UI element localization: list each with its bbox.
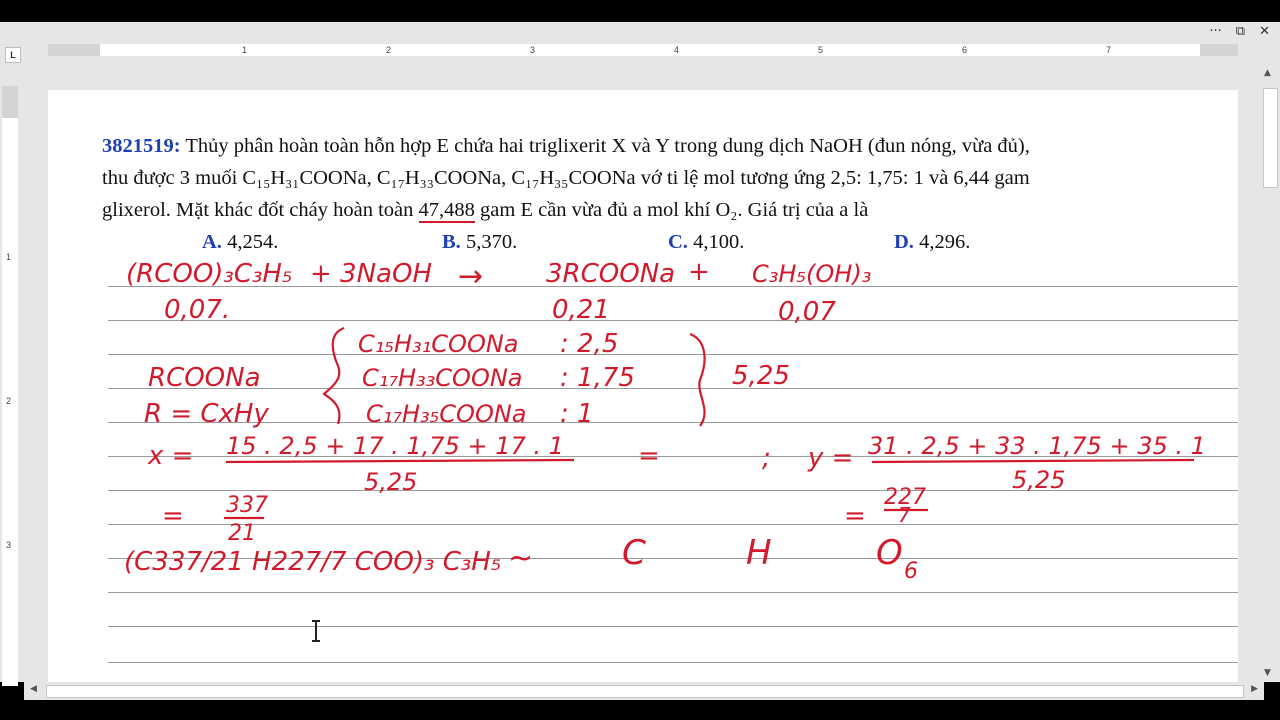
window-controls [1209,24,1270,39]
horizontal-ruler[interactable] [48,44,1238,56]
hw-y-res-eq: = [844,501,866,531]
scroll-left-icon[interactable]: ◀ [30,684,37,694]
hw-o-sub: 6 [904,559,918,584]
question-text-3c: gam E cần vừa đủ a mol khí O₂. Giá trị của a là [474,199,869,221]
hw-o-label: O [876,533,903,573]
hw-x-eq: = [638,441,660,471]
hw-r-label: R = CxHy [144,399,269,429]
question-id: 3821519: [102,135,181,157]
horizontal-scrollbar[interactable] [24,682,1264,700]
ruler-number: 4 [674,45,680,55]
question-text-3a: glixerol. Mặt khác đốt cháy hoàn toàn [102,199,419,221]
hw-arrow: → [458,259,484,294]
hw-y-den: 5,25 [1012,466,1066,494]
ruler-top-margin [2,86,18,118]
ruler-left-margin [48,44,100,56]
hw-right-brace [690,334,705,426]
ruler-number: 6 [962,45,968,55]
ruler-number: 2 [386,45,392,55]
underlined-mass: 47,488 [418,199,475,221]
hw-ratio1: : 2,5 [560,329,619,359]
ruler-number: 7 [1106,45,1112,55]
hw-y-label: y = [808,443,854,473]
hw-salt1: C₁₅H₃₁COONa [358,330,519,358]
hw-eq-plus: + 3NaOH [310,259,432,289]
hw-x-den: 5,25 [364,468,418,496]
horizontal-scroll-thumb[interactable] [46,685,1244,698]
window-bottom-bar [0,700,1280,720]
more-options-button[interactable]: ··· [1209,24,1222,39]
hw-mol-rhs1: 0,21 [552,295,610,325]
hw-h-label: H [746,533,772,573]
question-text-1: Thủy phân hoàn toàn hỗn hợp E chứa hai triglixerit X và Y trong dung dịch NaOH (đun nóng, vừa đủ), [185,135,1030,157]
hw-eq-plus2: + [688,257,710,287]
hw-eq-rhs1: 3RCOONa [546,259,676,289]
ruler-number: 1 [242,45,248,55]
tab-stop-selector[interactable]: L [5,47,21,63]
ruler-number: 5 [818,45,824,55]
ruler-number: 2 [6,396,12,406]
option-a[interactable]: A. 4,254. [202,231,279,253]
option-c[interactable]: C. 4,100. [668,231,745,253]
hw-salt-label: RCOONa [148,363,261,393]
hw-ratio3: : 1 [560,399,594,429]
window-top-bar [0,0,1280,22]
hw-eq-rhs2: C₃H₅(OH)₃ [752,260,872,288]
hw-tilde: ~ [508,541,534,576]
vertical-scroll-thumb[interactable] [1263,88,1278,188]
vertical-ruler[interactable] [2,86,18,686]
hw-y-res-num: 227 [884,485,926,510]
document-page[interactable] [48,90,1238,682]
hw-eq-lhs: (RCOO)₃C₃H₅ [126,259,293,289]
ruler-number: 3 [530,45,536,55]
ruler-number: 1 [6,252,12,262]
vertical-scrollbar[interactable] [1260,64,1280,682]
option-d[interactable]: D. 4,296. [894,231,971,253]
hw-y-num: 31 . 2,5 + 33 . 1,75 + 35 . 1 [868,432,1206,460]
hw-salt3: C₁₇H₃₅COONa [366,400,527,428]
ruler-number: 3 [6,540,12,550]
hw-ratio-sum: 5,25 [732,361,790,391]
hw-left-brace [324,328,344,424]
hw-ratio2: : 1,75 [560,363,635,393]
hw-y-res-den: 7 [898,503,911,527]
hw-x-num: 15 . 2,5 + 17 . 1,75 + 17 . 1 [226,432,564,460]
hw-x-res-den: 21 [228,521,256,546]
close-icon[interactable]: ✕ [1259,24,1270,39]
question-line-2: thu được 3 muối C₁₅H₃₁COONa, C₁₇H₃₃COONa, C₁₇H₃₅COONa vớ ti lệ mol tương ứng 2,5: 1,75: 1 và 6,44 gam [102,167,1030,189]
hw-formula: (C337/21 H227/7 COO)₃ C₃H₅ [124,547,502,577]
hw-y-fraction-bar [872,460,1194,462]
scroll-right-icon[interactable]: ▶ [1251,684,1258,694]
hw-x-label: x = [148,441,194,471]
ruler-area [0,22,1280,64]
option-b[interactable]: B. 5,370. [442,231,518,253]
hw-mol-lhs: 0,07. [164,295,231,325]
hw-x-fraction-bar [226,460,574,462]
hw-semicolon: ; [762,443,771,473]
hw-x-res-num: 337 [226,493,268,518]
hw-x-res-eq: = [162,501,184,531]
scroll-up-icon[interactable]: ▲ [1264,68,1271,78]
scroll-down-icon[interactable]: ▼ [1264,668,1271,678]
text-cursor-icon [310,620,322,642]
hw-salt2: C₁₇H₃₃COONa [362,364,523,392]
hw-c-label: C [622,533,646,573]
ruler-right-margin [1200,44,1238,56]
hw-mol-rhs2: 0,07 [778,297,836,327]
restore-icon[interactable]: ⧉ [1235,24,1246,39]
handwriting-layer [48,90,1238,682]
